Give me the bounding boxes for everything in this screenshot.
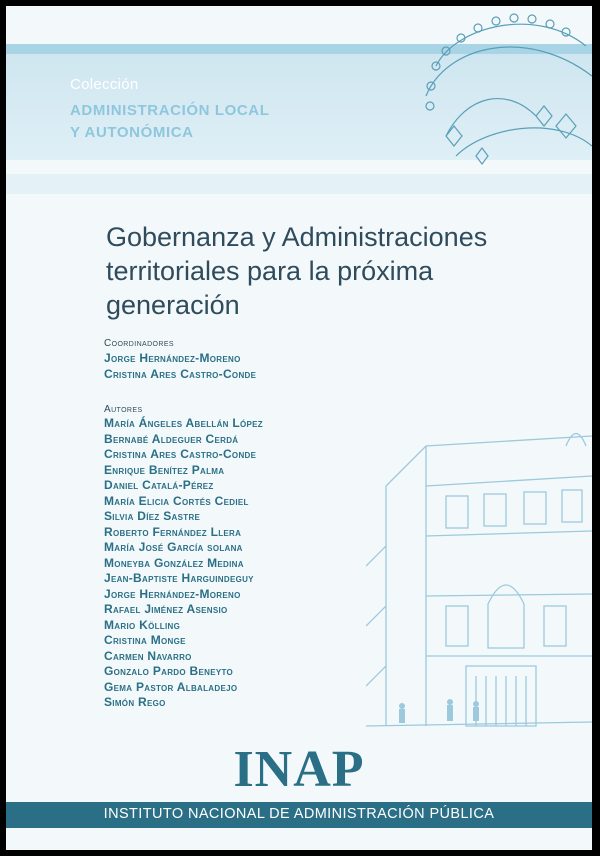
author-name: Jean-Baptiste Harguindeguy (104, 571, 254, 585)
header-band-bottom (6, 174, 592, 194)
coordinators-list (104, 351, 256, 382)
author-name: Jorge Hernández-Moreno (104, 586, 241, 601)
coordinator-name: Cristina Ares Castro-Conde (104, 366, 257, 381)
author-name: Carmen Navarro (104, 648, 192, 663)
author-name: Roberto Fernández Llera (104, 524, 242, 539)
series-name-line1: ADMINISTRACIÓN LOCAL (70, 102, 270, 119)
publisher-name: INSTITUTO NACIONAL DE ADMINISTRACIÓN PÚBLICA (103, 806, 495, 822)
coordinator-name: Jorge Hernández-Moreno (104, 351, 241, 365)
book-title (106, 220, 546, 322)
building-sketch-illustration (366, 426, 592, 756)
author-name: Moneyba González Medina (104, 555, 244, 570)
authors-label: Autores (104, 404, 143, 415)
author-name: Mario Kölling (104, 617, 181, 632)
series-label: Colección (70, 76, 139, 93)
author-name: Silvia Díez Sastre (104, 509, 201, 523)
author-name: Enrique Benítez Palma (104, 462, 225, 477)
book-cover (6, 6, 592, 850)
author-name: Rafael Jiménez Asensio (104, 602, 228, 616)
author-name: Cristina Monge (104, 633, 186, 647)
title-line1: Gobernanza y Administraciones (106, 222, 488, 252)
author-name: Simón Rego (104, 695, 166, 709)
ornament-decoration (416, 6, 592, 176)
author-name: Daniel Catalá-Pérez (104, 478, 214, 492)
series-name (70, 100, 270, 144)
author-name: Gonzalo Pardo Beneyto (104, 664, 234, 678)
coordinators-label: Coordinadores (104, 338, 174, 349)
publisher-logo: INAP (233, 741, 365, 798)
author-name: Bernabé Aldeguer Cerdá (104, 431, 239, 446)
author-name: María Ángeles Abellán López (104, 416, 263, 430)
authors-list (104, 416, 263, 711)
title-line3: generación (106, 290, 240, 320)
author-name: Cristina Ares Castro-Conde (104, 447, 257, 461)
title-line2: territoriales para la próxima (106, 256, 434, 286)
series-name-line2: Y AUTONÓMICA (70, 124, 194, 141)
author-name: María Elicia Cortés Cediel (104, 493, 249, 508)
author-name: Gema Pastor Albaladejo (104, 679, 238, 694)
author-name: María José García solana (104, 540, 243, 554)
